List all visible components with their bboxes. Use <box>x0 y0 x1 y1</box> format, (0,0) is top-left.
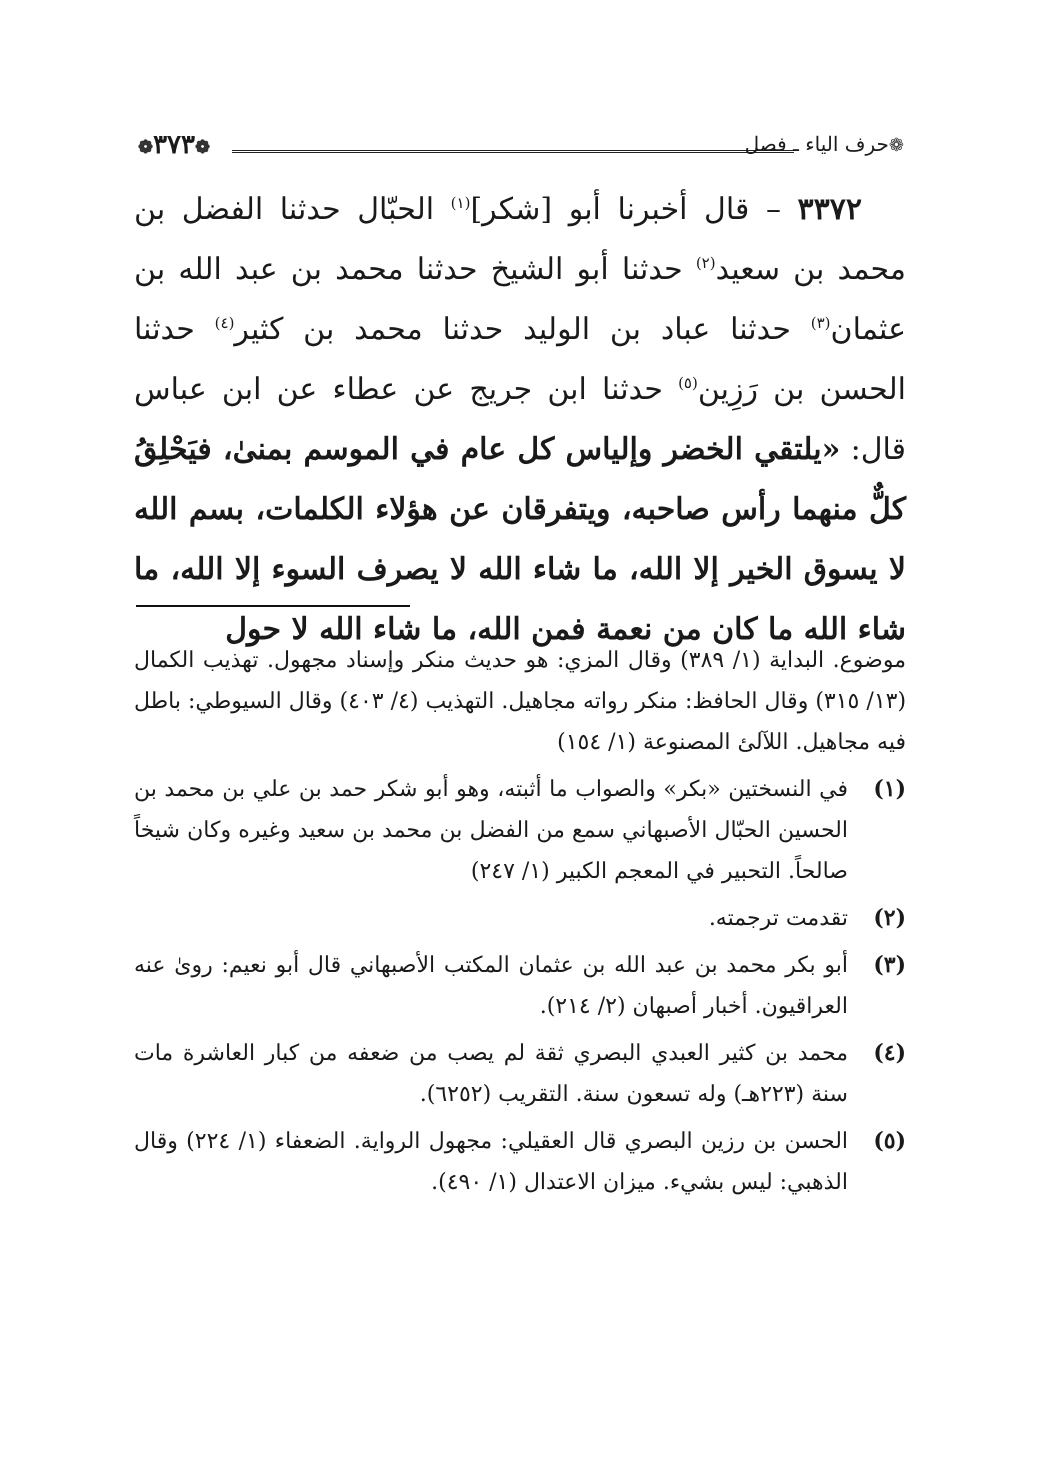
footnote-text: أبو بكر محمد بن عبد الله بن عثمان المكتب الأصبهاني قال أبو نعيم: روىٰ عنه العراقيون. أخبار أصبهان (٢/ ٢١٤). <box>134 953 848 1019</box>
isnad-segment: حدثنا الحسن بن رَزِين <box>134 312 906 407</box>
hadith-number: ٣٣٧٢ <box>797 192 862 227</box>
footnote-text: في النسختين «بكر» والصواب ما أثبته، وهو أبو شكر حمد بن علي بن محمد بن الحسين الحبّال الأصبهاني سمع من الفضل بن محمد بن سعيد وغيره وكان شيخاً صالحاً. التحبير في المعجم الكبير (١/ ٢٤٧) <box>134 777 848 884</box>
footnote-number: (١) <box>873 776 906 802</box>
header-rule <box>232 150 794 157</box>
footnote-item <box>134 898 906 939</box>
ornament-icon: ❁ <box>138 137 154 158</box>
isnad-segment: حدثنا أبو الشيخ حدثنا محمد بن عبد الله بن عثمان <box>134 252 906 347</box>
isnad-segment: حدثنا عباد بن الوليد حدثنا محمد بن كثير <box>234 312 811 347</box>
isnad-segment: حدثنا ابن جريج عن عطاء عن ابن عباس قال: <box>134 372 906 467</box>
ornament-icon: ❁ <box>195 137 211 158</box>
running-title: ❁حرف الياء ـ فصل <box>744 132 904 156</box>
footnote-number: (٥) <box>873 1128 906 1154</box>
hadith-paragraph: ٣٣٧٢ – قال أخبرنا أبو [شكر]$^{(١)}$ الحبّال حدثنا الفضل بن محمد بن سعيد$^{(٢)}$ حدثنا أبو الشيخ حدثنا محمد بن عبد الله بن عثمان$^{(٣)}$ حدثنا عباد بن الوليد حدثنا محمد بن كثير$^{(٤)}$ حدثنا الحسن بن رَزِين$^{(٥)}$ حدثنا ابن جريج عن عطاء عن ابن عباس قال: «يلتقي الخضر وإلياس كل عام في الموسم بمنىٰ، فيَحْلِقُ كلٌّ منهما رأس صاحبه، ويتفرقان عن هؤلاء الكلمات، بسم الله لا يسوق الخير إلا الله، ما شاء الله لا يصرف السوء إلا الله، ما شاء الله ما كان من نعمة فمن الله، ما شاء الله لا حول <box>134 192 907 647</box>
footnote-item <box>134 1121 906 1203</box>
isnad-segment: الحبّال حدثنا الفضل بن محمد بن سعيد <box>134 192 906 287</box>
footnote-separator <box>136 605 410 607</box>
ornament-icon: ❁ <box>888 135 904 156</box>
page-number: ❁٣٧٣❁ <box>138 130 211 160</box>
footnote-number: (٣) <box>873 952 906 978</box>
footnote-continuation: موضوع. البداية (١/ ٣٨٩) وقال المزي: هو حديث منكر وإسناد مجهول. تهذيب الكمال (١٣/ ٣١٥) وقال الحافظ: منكر رواته مجاهيل. التهذيب (٤/ ٤٠٣) وقال السيوطي: باطل فيه مجاهيل. اللآلئ المصنوعة (١/ ١٥٤) <box>134 648 907 755</box>
footnote-item <box>134 945 906 1027</box>
footnote-item <box>134 1033 906 1115</box>
footnote-ref[interactable]: (٥) <box>678 374 698 392</box>
footnote-ref[interactable]: (٣) <box>810 314 831 332</box>
footnote-item <box>134 769 906 892</box>
footnote-number: (٤) <box>873 1040 906 1066</box>
footnote-ref[interactable]: (١) <box>450 194 471 212</box>
footnote-ref[interactable]: (٤) <box>214 314 235 332</box>
hadith-matn: «يلتقي الخضر وإلياس كل عام في الموسم بمنىٰ، فيَحْلِقُ كلٌّ منهما رأس صاحبه، ويتفرقان عن هؤلاء الكلمات، بسم الله لا يسوق الخير إلا الله، ما شاء الله لا يصرف السوء إلا الله، ما شاء الله ما كان من نعمة فمن الله، ما شاء الله لا حول <box>134 432 907 647</box>
main-text <box>134 180 906 660</box>
footnote-number: (٢) <box>873 905 906 931</box>
footnote-text: محمد بن كثير العبدي البصري ثقة لم يصب من ضعفه من كبار العاشرة مات سنة (٢٢٣هـ) وله تسعون سنة. التقريب (٦٢٥٢). <box>134 1041 848 1107</box>
footnote-text: تقدمت ترجمته. <box>708 906 848 931</box>
running-header <box>136 128 904 166</box>
isnad-segment: قال أخبرنا أبو [شكر] <box>470 192 750 227</box>
footnote-ref[interactable]: (٢) <box>695 254 716 272</box>
footnotes <box>134 640 906 1203</box>
footnote-text: الحسن بن رزين البصري قال العقيلي: مجهول الرواية. الضعفاء (١/ ٢٢٤) وقال الذهبي: ليس بشيء. ميزان الاعتدال (١/ ٤٩٠). <box>134 1129 849 1195</box>
